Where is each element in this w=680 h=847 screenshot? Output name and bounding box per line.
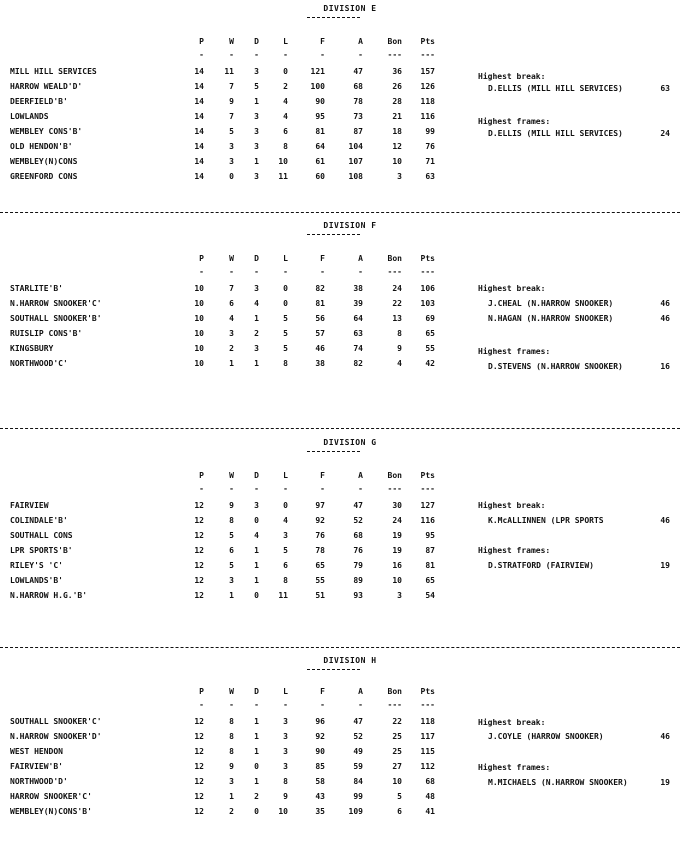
- table-header: P W D L F A Bon Pts: [199, 471, 435, 480]
- header-dashes: - - - - - - --- ---: [199, 484, 435, 493]
- table-row: FAIRVIEW 12 9 3 0 97 47 30 127: [10, 501, 435, 510]
- title-underline: [307, 17, 360, 18]
- title-underline: [307, 451, 360, 452]
- table-row: N.HARROW SNOOKER'D' 12 8 1 3 92 52 25 117: [10, 732, 435, 741]
- table-row: SOUTHALL SNOOKER'B' 10 4 1 5 56 64 13 69: [10, 314, 435, 323]
- table-header: P W D L F A Bon Pts: [199, 254, 435, 263]
- table-row: NORTHWOOD'D' 12 3 1 8 58 84 10 68: [10, 777, 435, 786]
- table-row: STARLITE'B' 10 7 3 0 82 38 24 106: [10, 284, 435, 293]
- table-row: WEST HENDON 12 8 1 3 90 49 25 115: [10, 747, 435, 756]
- table-row: LPR SPORTS'B' 12 6 1 5 78 76 19 87: [10, 546, 435, 555]
- table-row: COLINDALE'B' 12 8 0 4 92 52 24 116: [10, 516, 435, 525]
- header-dashes: - - - - - - --- ---: [199, 700, 435, 709]
- division-title: DIVISION F: [323, 221, 377, 230]
- table-row: HARROW WEALD'D' 14 7 5 2 100 68 26 126: [10, 82, 435, 91]
- title-underline: [307, 669, 360, 670]
- table-row: WEMBLEY(N)CONS'B' 12 2 0 10 35 109 6 41: [10, 807, 435, 816]
- table-header: P W D L F A Bon Pts: [199, 687, 435, 696]
- table-row: HARROW SNOOKER'C' 12 1 2 9 43 99 5 48: [10, 792, 435, 801]
- table-row: N.HARROW H.G.'B' 12 1 0 11 51 93 3 54: [10, 591, 435, 600]
- title-underline: [307, 234, 360, 235]
- table-row: FAIRVIEW'B' 12 9 0 3 85 59 27 112: [10, 762, 435, 771]
- table-row: OLD HENDON'B' 14 3 3 8 64 104 12 76: [10, 142, 435, 151]
- section-separator: [0, 428, 680, 429]
- header-dashes: - - - - - - --- ---: [199, 50, 435, 59]
- table-row: RILEY'S 'C' 12 5 1 6 65 79 16 81: [10, 561, 435, 570]
- table-header: P W D L F A Bon Pts: [199, 37, 435, 46]
- section-separator: [0, 212, 680, 213]
- table-row: N.HARROW SNOOKER'C' 10 6 4 0 81 39 22 103: [10, 299, 435, 308]
- table-row: MILL HILL SERVICES 14 11 3 0 121 47 36 157: [10, 67, 435, 76]
- table-row: DEERFIELD'B' 14 9 1 4 90 78 28 118: [10, 97, 435, 106]
- table-row: WEMBLEY CONS'B' 14 5 3 6 81 87 18 99: [10, 127, 435, 136]
- division-title: DIVISION H: [323, 656, 377, 665]
- division-title: DIVISION G: [323, 438, 377, 447]
- table-row: SOUTHALL CONS 12 5 4 3 76 68 19 95: [10, 531, 435, 540]
- table-row: WEMBLEY(N)CONS 14 3 1 10 61 107 10 71: [10, 157, 435, 166]
- header-dashes: - - - - - - --- ---: [199, 267, 435, 276]
- table-row: KINGSBURY 10 2 3 5 46 74 9 55: [10, 344, 435, 353]
- table-row: SOUTHALL SNOOKER'C' 12 8 1 3 96 47 22 118: [10, 717, 435, 726]
- section-separator: [0, 647, 680, 648]
- table-row: NORTHWOOD'C' 10 1 1 8 38 82 4 42: [10, 359, 435, 368]
- table-row: LOWLANDS 14 7 3 4 95 73 21 116: [10, 112, 435, 121]
- table-row: LOWLANDS'B' 12 3 1 8 55 89 10 65: [10, 576, 435, 585]
- table-row: GREENFORD CONS 14 0 3 11 60 108 3 63: [10, 172, 435, 181]
- division-title: DIVISION E: [323, 4, 377, 13]
- table-row: RUISLIP CONS'B' 10 3 2 5 57 63 8 65: [10, 329, 435, 338]
